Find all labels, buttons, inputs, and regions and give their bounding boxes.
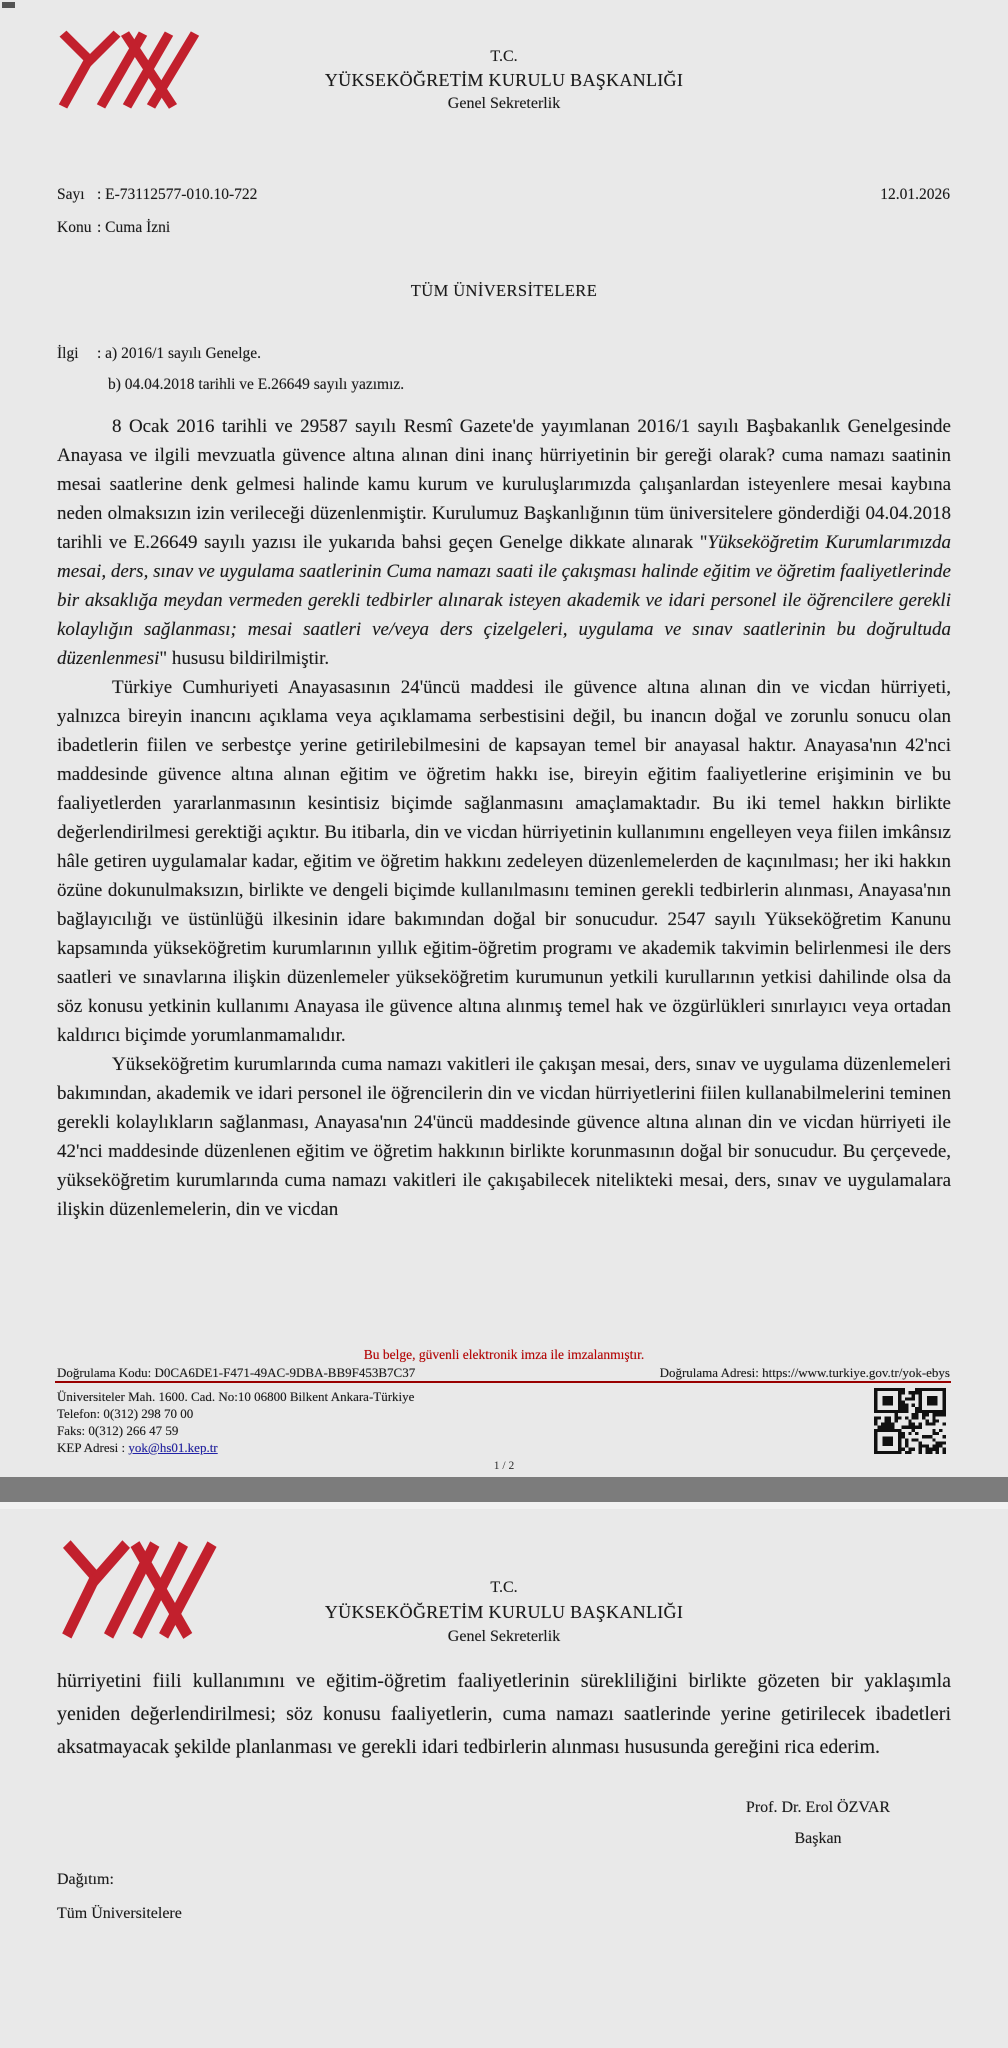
- letterhead-tc: T.C.: [490, 48, 518, 65]
- paragraph-1: [57, 412, 951, 673]
- signer-name: Prof. Dr. Erol ÖZVAR: [745, 1799, 891, 1816]
- paragraph-3: Yükseköğretim kurumlarında cuma namazı vakitleri ile çakışan mesai, ders, sınav ve uygulama düzenlemeleri bakımından, akademik ve idari personel ile öğrencilerin din ve vicdan hürriyetlerini fiilen kullanabilmelerini teminen gerekli kolaylıkların sağlanması, Anayasa'nın 24'üncü maddesinde güvence altına alınan din ve vicdan hürriyeti ile 42'nci maddesinde düzenlenen eğitim ve öğretim hakkının birlikte korunmasının doğal bir sonucudur. Bu çerçevede, yükseköğretim kurumlarında cuma namazı vakitleri ile çakışabilecek nitelikteki mesai, ders, sınav ve uygulamalara ilişkin düzenlemelerin, din ve vicdan: [57, 1054, 951, 1220]
- konu-label: Konu: [57, 219, 92, 236]
- ilgi-row-b: [57, 376, 404, 394]
- kep-address-link[interactable]: yok@hs01.kep.tr: [128, 1440, 218, 1455]
- page-2: [0, 1509, 1008, 2048]
- qr-code: [874, 1388, 946, 1454]
- sayi-value: : E-73112577-010.10-722: [97, 186, 258, 203]
- page-number: 1 / 2: [493, 1460, 515, 1472]
- letterhead-department: Genel Sekreterlik: [447, 95, 561, 112]
- verification-code: Doğrulama Kodu: D0CA6DE1-F471-49AC-9DBA-BB9F453B7C37: [57, 1365, 416, 1380]
- paragraph-1-post: " hususu bildirilmiştir.: [159, 648, 330, 669]
- org-address: Üniversiteler Mah. 1600. Cad. No:10 06800 Bilkent Ankara-Türkiye: [57, 1389, 415, 1404]
- distribution-label: Dağıtım:: [57, 1871, 114, 1888]
- document-date: 12.01.2026: [880, 186, 950, 203]
- kep-row: [57, 1440, 218, 1456]
- paragraph-1-pre: 8 Ocak 2016 tarihli ve 29587 sayılı Resmî Gazete'de yayımlanan 2016/1 sayılı Başbakanlık Genelgesinde Anayasa ve ilgili mevzuatla güvence altına alınan dini inanç hürriyetinin bir gereği olarak? cuma namazı saatinin mesai saatlerine denk gelmesi halinde kamu kurum ve kuruluşlarımızda çalışanlardan isteyenlere mesai kaybına neden olmaksızın izin verileceği düzenlenmiştir. Kurulumuz Başkanlığının tüm üniversitelere gönderdiği 04.04.2018 tarihli ve E.26649 sayılı yazısı ile yukarıda bahsi geçen Genelge dikkate alınarak ": [57, 416, 951, 553]
- letterhead-organization: YÜKSEKÖĞRETİM KURULU BAŞKANLIĞI: [324, 70, 684, 90]
- kep-label: KEP Adresi :: [57, 1440, 129, 1455]
- recipient-line: TÜM ÜNİVERSİTELERE: [410, 281, 598, 300]
- esignature-notice: Bu belge, güvenli elektronik imza ile imzalanmıştır.: [363, 1347, 645, 1362]
- page-2-top-edge: [0, 1502, 1008, 1509]
- sayi-label: Sayı: [57, 186, 85, 203]
- paragraph-2: Türkiye Cumhuriyeti Anayasasının 24'üncü maddesi ile güvence altına alınan din ve vicdan hürriyeti, yalnızca bireyin inancını açıklama veya açıklamama serbestisini değil, bu inancın doğal ve zorunlu sonucu olan ibadetlerin fiilen ve serbestçe yerine getirilebilmesini de kapsayan temel bir anayasal haktır. Anayasa'nın 42'nci maddesinde güvence altına alınan eğitim ve öğretim hakkı ise, bireyin eğitim faaliyetlerine erişiminin ve bu faaliyetlerden yararlanmasının kesintisiz biçimde sağlanmasını amaçlamaktadır. Bu iki temel hakkın birlikte değerlendirilmesi gerektiği açıktır. Bu itibarla, din ve vicdan hürriyetinin kullanımını engelleyen veya fiilen imkânsız hâle getiren uygulamalar kadar, eğitim ve öğretim hakkını zedeleyen düzenlemelerden de kaçınılması; her iki hakkın özüne dokunulmaksızın, birlikte ve dengeli biçimde kullanılmasını teminen gerekli tedbirlerin alınması, Anayasa'nın bağlayıcılığı ve üstünlüğü ilkesinin idare bakımından doğal bir sonucudur. 2547 sayılı Yükseköğretim Kanunu kapsamında yükseköğretim kurumlarının yıllık eğitim-öğretim programı ve akademik takvimin belirlenmesi ile ders saatleri ve sınavlarına ilişkin düzenlemeler yükseköğretim kurumunun yetkili kurullarının yetkisi dahilinde olsa da söz konusu yetkinin kullanımı Anayasa ile güvence altına alınmış temel hak ve özgürlükleri sınırlayıcı veya ortadan kaldırıcı biçimde yorumlanmamalıdır.: [57, 677, 951, 1046]
- footer-divider: [55, 1381, 951, 1383]
- page-separator: [0, 1477, 1008, 1502]
- konu-value: : Cuma İzni: [97, 219, 171, 236]
- konu-row: [57, 219, 170, 237]
- org-fax: Faks: 0(312) 266 47 59: [57, 1423, 179, 1438]
- letterhead-tc: T.C.: [490, 1579, 518, 1596]
- ilgi-row-a: [57, 345, 261, 363]
- distribution-value: Tüm Üniversitelere: [57, 1905, 182, 1922]
- sayi-row: [57, 186, 257, 204]
- org-phone: Telefon: 0(312) 298 70 00: [57, 1406, 194, 1421]
- letterhead-department: Genel Sekreterlik: [447, 1628, 561, 1645]
- ilgi-item-b: b) 04.04.2018 tarihli ve E.26649 sayılı yazımız.: [108, 376, 405, 393]
- signer-title: Başkan: [794, 1830, 842, 1847]
- letterhead-organization: YÜKSEKÖĞRETİM KURULU BAŞKANLIĞI: [324, 1602, 684, 1622]
- ilgi-item-a: : a) 2016/1 sayılı Genelge.: [97, 345, 261, 362]
- paragraph-4: hürriyetini fiili kullanımını ve eğitim-öğretim faaliyetlerinin sürekliliğini birlikte gözeten bir yaklaşımla yeniden değerlendirilmesi; söz konusu faaliyetlerin, cuma namazı saatlerinde yerine getirilecek ibadetleri aksatmayacak şekilde planlanması ve gerekli idari tedbirlerin alınması hususunda gereğini rica ederim.: [57, 1670, 951, 1758]
- signature-block: [668, 1792, 968, 1854]
- ilgi-label: İlgi: [57, 345, 79, 362]
- letter-body: [57, 412, 951, 1224]
- verification-address: Doğrulama Adresi: https://www.turkiye.gov.tr/yok-ebys: [659, 1365, 950, 1380]
- paragraph-1-quote: Yükseköğretim Kurumlarımızda mesai, ders, sınav ve uygulama saatlerinin Cuma namazı saati ile çakışması halinde eğitim ve öğretim faaliyetlerinde bir aksaklığa meydan vermeden gerekli tedbirler alınarak isteyen akademik ve idari personel ile öğrencilere gerekli kolaylığın sağlanması; mesai saatleri ve/veya ders çizelgeleri, uygulama ve sınav saatlerinin bu doğrultuda düzenlenmesi: [57, 532, 951, 669]
